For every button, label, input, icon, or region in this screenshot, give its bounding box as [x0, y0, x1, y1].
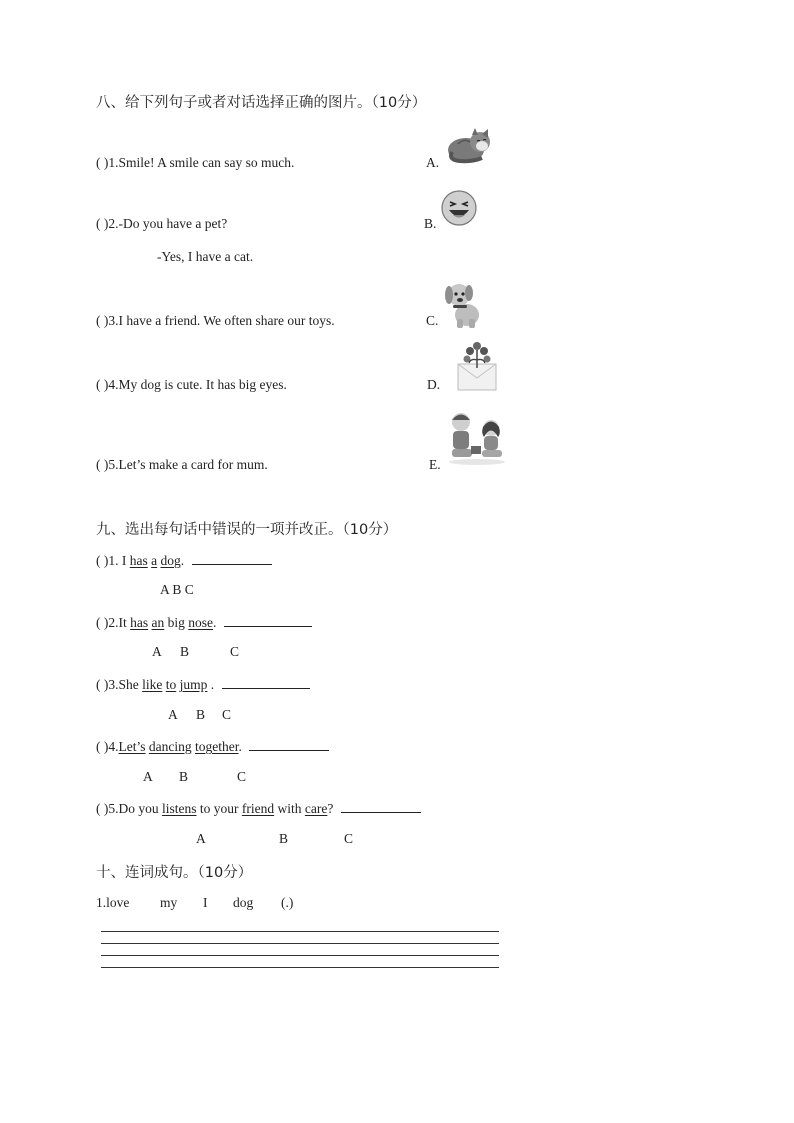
option-letter-a: A — [152, 644, 162, 659]
option-letters-9-1: A B C — [160, 582, 194, 597]
word-tile: my — [160, 895, 178, 910]
writing-line[interactable] — [101, 943, 499, 944]
underlined-option-b: an — [151, 615, 165, 630]
underlined-option-a: listens — [162, 801, 197, 816]
option-letter-b: B — [279, 831, 289, 846]
answer-paren[interactable]: ( ) — [96, 615, 109, 630]
underlined-option-a: like — [142, 677, 163, 692]
word-tile: I — [203, 895, 208, 910]
question-prefix: 2.It — [108, 615, 131, 630]
option-e-letter: E. — [429, 457, 441, 472]
answer-paren[interactable]: ( ) — [96, 377, 109, 392]
question-10-1-number: 1.love — [96, 895, 130, 910]
question-8-3 — [96, 313, 335, 329]
answer-paren[interactable]: ( ) — [96, 677, 109, 692]
option-letter-a: A — [196, 831, 206, 846]
option-c-letter: C. — [426, 313, 439, 328]
underlined-option-c: care — [304, 801, 328, 816]
question-prefix: 5.Do you — [108, 801, 162, 816]
correction-blank[interactable] — [222, 676, 310, 689]
underlined-option-a: Let’s — [118, 739, 146, 754]
sentence-end: . — [238, 739, 242, 754]
question-prefix: 1. I — [108, 553, 130, 568]
question-9-1 — [96, 552, 272, 569]
sentence-end: . — [207, 677, 215, 692]
question-8-1 — [96, 155, 294, 171]
correction-blank[interactable] — [192, 552, 272, 565]
section-10-heading: 十、连词成句。（10分） — [96, 865, 253, 881]
underlined-option-b: a — [151, 553, 158, 568]
question-text: 5.Let’s make a card for mum. — [108, 457, 268, 472]
option-letter-c: C — [344, 831, 354, 846]
writing-line[interactable] — [101, 967, 499, 968]
laughing-face-picture — [440, 189, 478, 227]
sentence-end: . — [180, 553, 185, 568]
underlined-option-c: jump — [179, 677, 208, 692]
question-9-5 — [96, 800, 421, 817]
underlined-option-b: friend — [241, 801, 275, 816]
writing-line[interactable] — [101, 931, 499, 932]
question-prefix: 4. — [108, 739, 119, 754]
question-text: 1.Smile! A smile can say so much. — [108, 155, 295, 170]
section-9-heading: 九、选出每句话中错误的一项并改正。（10分） — [96, 522, 398, 538]
children-sharing-picture — [445, 410, 509, 466]
question-9-4 — [96, 738, 329, 755]
answer-paren[interactable]: ( ) — [96, 739, 109, 754]
underlined-option-c: dog — [160, 553, 181, 568]
sentence-text: big — [164, 615, 189, 630]
option-letter-b: B — [180, 644, 190, 659]
flower-card-picture — [456, 340, 498, 392]
underlined-option-b: to — [165, 677, 177, 692]
answer-paren[interactable]: ( ) — [96, 216, 109, 231]
sentence-text: to your — [196, 801, 242, 816]
word-tile: dog — [233, 895, 254, 910]
sentence-end: ? — [327, 801, 334, 816]
answer-paren[interactable]: ( ) — [96, 457, 109, 472]
word-tile: (.) — [281, 895, 294, 910]
answer-paren[interactable]: ( ) — [96, 801, 109, 816]
answer-paren[interactable]: ( ) — [96, 553, 109, 568]
correction-blank[interactable] — [249, 738, 329, 751]
option-letter-b: B — [179, 769, 189, 784]
question-text: 2.-Do you have a pet? — [108, 216, 228, 231]
option-d-letter: D. — [427, 377, 441, 392]
option-letter-c: C — [222, 707, 232, 722]
option-letter-a: A — [143, 769, 153, 784]
cat-picture — [444, 126, 494, 166]
question-text: 3.I have a friend. We often share our toys. — [108, 313, 335, 328]
question-8-5 — [96, 457, 268, 473]
correction-blank[interactable] — [341, 800, 421, 813]
underlined-option-c: together — [195, 739, 239, 754]
option-letter-c: C — [230, 644, 240, 659]
answer-paren[interactable]: ( ) — [96, 155, 109, 170]
answer-paren[interactable]: ( ) — [96, 313, 109, 328]
option-letter-a: A — [168, 707, 178, 722]
sentence-end: . — [213, 615, 217, 630]
question-9-2 — [96, 614, 312, 631]
question-8-2 — [96, 216, 227, 232]
dog-picture — [441, 279, 485, 329]
writing-line[interactable] — [101, 955, 499, 956]
underlined-option-a: has — [129, 553, 148, 568]
underlined-option-b: dancing — [148, 739, 192, 754]
underlined-option-c: nose — [188, 615, 214, 630]
option-a-letter: A. — [426, 155, 440, 170]
option-b-letter: B. — [424, 216, 437, 231]
section-8-heading: 八、给下列句子或者对话选择正确的图片。（10分） — [96, 95, 427, 111]
question-9-3 — [96, 676, 310, 693]
question-text: 4.My dog is cute. It has big eyes. — [108, 377, 287, 392]
correction-blank[interactable] — [224, 614, 312, 627]
question-8-2-reply: -Yes, I have a cat. — [157, 249, 254, 264]
underlined-option-a: has — [130, 615, 149, 630]
question-prefix: 3.She — [108, 677, 143, 692]
option-letter-b: B — [196, 707, 206, 722]
question-8-4 — [96, 377, 287, 393]
option-letter-c: C — [237, 769, 247, 784]
sentence-text: with — [274, 801, 305, 816]
